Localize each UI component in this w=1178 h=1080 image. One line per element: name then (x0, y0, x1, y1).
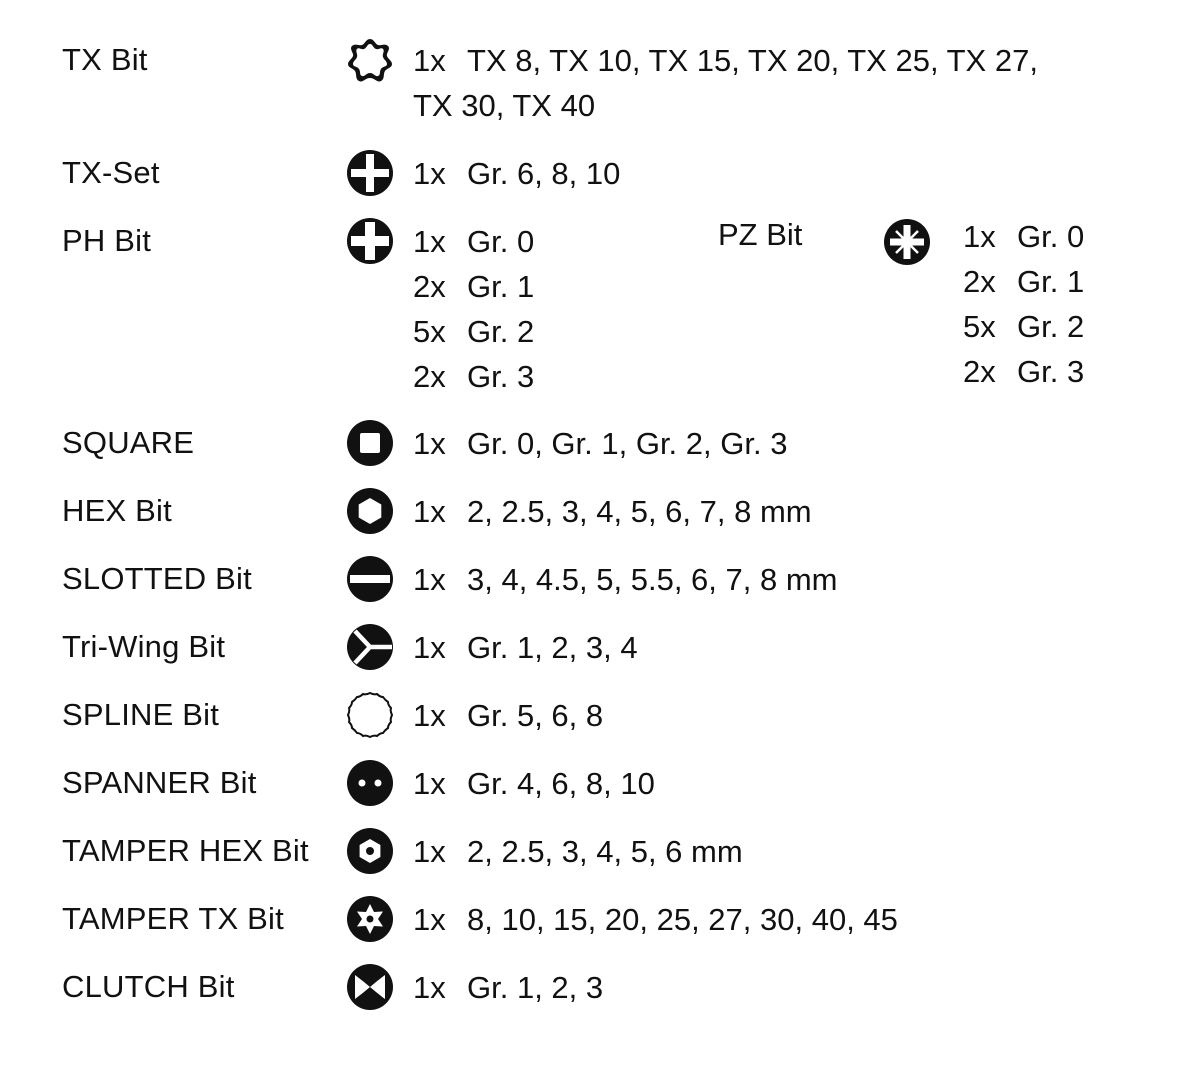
size-list (413, 693, 603, 738)
size-line (413, 421, 787, 466)
size-line (413, 829, 743, 874)
sizes: Gr. 0, Gr. 1, Gr. 2, Gr. 3 (467, 426, 788, 461)
sizes: TX 8, TX 10, TX 15, TX 20, TX 25, TX 27, (467, 43, 1038, 78)
torx-icon (345, 35, 395, 85)
quantity: 2x (963, 354, 996, 389)
quantity: 1x (413, 426, 446, 461)
size-line (413, 625, 638, 670)
sizes: Gr. 1, 2, 3 (467, 970, 604, 1005)
slotted-icon (345, 554, 395, 604)
sizes: Gr. 5, 6, 8 (467, 698, 604, 733)
sizes: Gr. 2 (467, 314, 535, 349)
size-line (413, 761, 655, 806)
sizes: 2, 2.5, 3, 4, 5, 6 mm (467, 834, 743, 869)
sizes: Gr. 6, 8, 10 (467, 156, 621, 191)
spline-icon (345, 690, 395, 740)
bit-label: SPANNER Bit (62, 765, 257, 800)
quantity: 1x (963, 219, 996, 254)
size-line (413, 897, 898, 942)
bit-label: TAMPER HEX Bit (62, 833, 309, 868)
sizes: Gr. 1, 2, 3, 4 (467, 630, 638, 665)
size-list (413, 897, 898, 942)
size-list (413, 219, 534, 399)
size-line (413, 264, 534, 309)
bit-label: SPLINE Bit (62, 697, 220, 732)
quantity: 1x (413, 494, 446, 529)
quantity: 2x (413, 269, 446, 304)
pz-bit-label: PZ Bit (718, 217, 803, 252)
sizes: Gr. 0 (1017, 219, 1085, 254)
quantity: 1x (413, 224, 446, 259)
tri-wing-icon (345, 622, 395, 672)
quantity: 1x (413, 43, 446, 78)
quantity: 5x (413, 314, 446, 349)
sizes: 2, 2.5, 3, 4, 5, 6, 7, 8 mm (467, 494, 812, 529)
sizes: Gr. 3 (1017, 354, 1085, 389)
quantity: 5x (963, 309, 996, 344)
size-line (963, 214, 1084, 259)
size-line (413, 965, 603, 1010)
clutch-icon (345, 962, 395, 1012)
plus-icon (345, 148, 395, 198)
square-icon (345, 418, 395, 468)
size-list (413, 489, 812, 534)
size-list (413, 965, 603, 1010)
quantity: 1x (413, 630, 446, 665)
bit-label: HEX Bit (62, 493, 172, 528)
size-line (963, 349, 1084, 394)
sizes: Gr. 3 (467, 359, 535, 394)
quantity: 2x (413, 359, 446, 394)
sizes: TX 30, TX 40 (413, 88, 596, 123)
size-line (413, 83, 1038, 128)
quantity: 1x (413, 698, 446, 733)
bit-label: CLUTCH Bit (62, 969, 235, 1004)
bit-label: SLOTTED Bit (62, 561, 252, 596)
quantity: 1x (413, 766, 446, 801)
size-line (413, 309, 534, 354)
size-line (963, 304, 1084, 349)
pz-size-list (963, 214, 1084, 394)
phillips-icon (345, 216, 395, 266)
bit-label: TX Bit (62, 42, 148, 77)
quantity: 1x (413, 834, 446, 869)
size-line (413, 151, 620, 196)
sizes: 3, 4, 4.5, 5, 5.5, 6, 7, 8 mm (467, 562, 838, 597)
size-line (413, 38, 1038, 83)
sizes: Gr. 2 (1017, 309, 1085, 344)
bit-label: SQUARE (62, 425, 195, 460)
quantity: 1x (413, 562, 446, 597)
size-line (413, 557, 837, 602)
size-line (413, 489, 812, 534)
size-list (413, 557, 837, 602)
quantity: 2x (963, 264, 996, 299)
quantity: 1x (413, 970, 446, 1005)
size-list (413, 151, 620, 196)
size-line (413, 219, 534, 264)
sizes: Gr. 0 (467, 224, 535, 259)
size-list (413, 625, 638, 670)
size-list (413, 38, 1038, 128)
sizes: Gr. 1 (467, 269, 535, 304)
size-line (963, 259, 1084, 304)
size-list (413, 421, 787, 466)
tamper-hex-icon (345, 826, 395, 876)
hex-icon (345, 486, 395, 536)
sizes: 8, 10, 15, 20, 25, 27, 30, 40, 45 (467, 902, 898, 937)
bit-label: TAMPER TX Bit (62, 901, 284, 936)
sizes: Gr. 4, 6, 8, 10 (467, 766, 655, 801)
size-line (413, 693, 603, 738)
bit-label: PH Bit (62, 223, 152, 258)
sizes: Gr. 1 (1017, 264, 1085, 299)
quantity: 1x (413, 902, 446, 937)
bit-label: TX-Set (62, 155, 160, 190)
spanner-icon (345, 758, 395, 808)
bit-label: Tri-Wing Bit (62, 629, 226, 664)
size-list (413, 761, 655, 806)
size-line (413, 354, 534, 399)
quantity: 1x (413, 156, 446, 191)
size-list (413, 829, 743, 874)
pozidriv-icon (882, 217, 932, 267)
tamper-torx-icon (345, 894, 395, 944)
